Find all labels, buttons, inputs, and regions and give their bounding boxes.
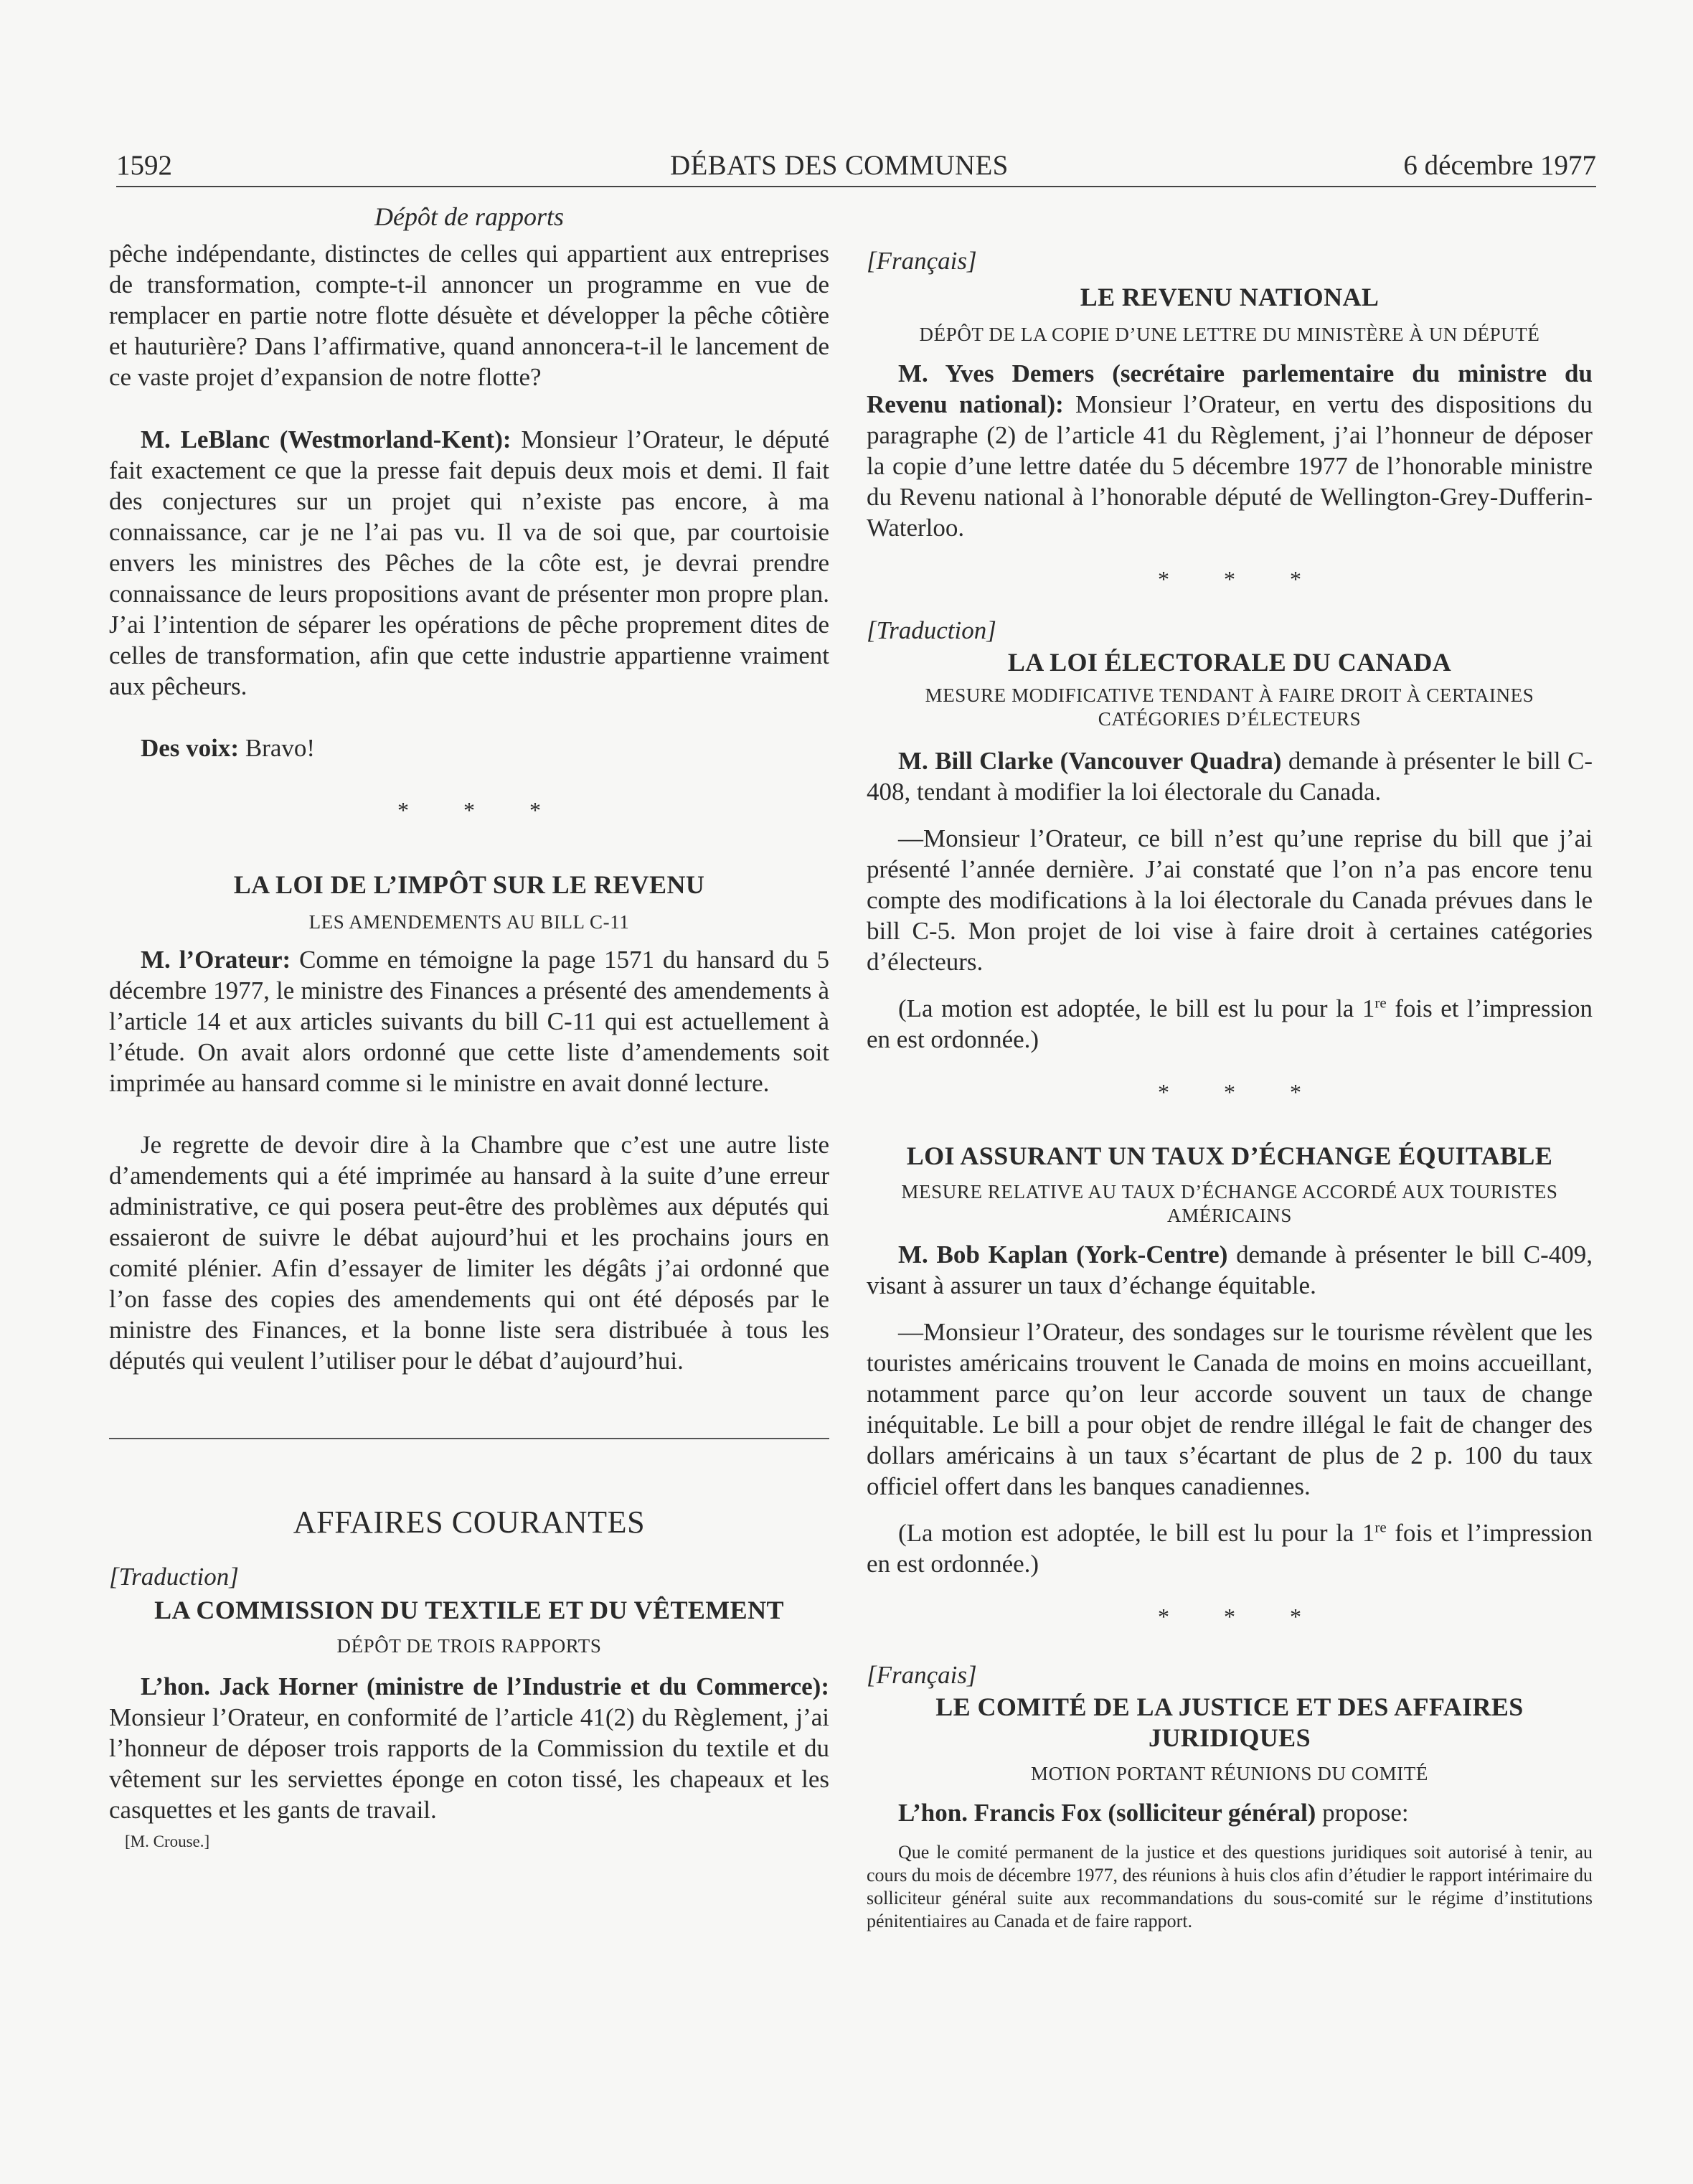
speaker-name: M. Bill Clarke (Vancouver Quadra) bbox=[898, 747, 1282, 775]
question-paragraph: pêche indépendante, distinctes de celles qui appartient aux entreprises de transformation, compte-t-il annoncer un programme en vue de remplacer en partie notre flotte désuète et développer la pêche côtière et hauturière? Dans l’affirmative, quand annoncera-t-il le lancement de ce vaste projet d’expansion de notre flotte? bbox=[109, 240, 829, 391]
speaker-name: Des voix: bbox=[141, 734, 240, 762]
section-subtitle: LES AMENDEMENTS AU BILL C-11 bbox=[308, 911, 630, 933]
speaker-name: M. l’Orateur: bbox=[141, 946, 291, 974]
speaker-note: [M. Crouse.] bbox=[125, 1832, 210, 1850]
motion-text: Que le comité permanent de la justice et des questions juridiques soit autorisé à tenir, au cours du mois de décembre 1977, des réunions à huis clos afin d’étudier le rapport intérimaire du solliciteur général suite aux recommandations du sous-comité sur le régime d’institutions pénitentiaires au Canada et de faire rapport. bbox=[867, 1842, 1593, 1931]
speech-text: propose: bbox=[1316, 1799, 1409, 1827]
language-tag: [Traduction] bbox=[867, 616, 996, 644]
language-tag: [Traduction] bbox=[109, 1563, 239, 1591]
speaker-name: M. LeBlanc (Westmorland-Kent): bbox=[141, 425, 511, 453]
speaker-ruling bbox=[109, 944, 829, 1098]
section-title: LE COMITÉ DE LA JUSTICE ET DES AFFAIRES JURIDIQUES bbox=[935, 1693, 1524, 1752]
speech-text: demande à présenter le bill C-408, tendant à modifier la loi électorale du Canada. bbox=[867, 747, 1593, 806]
section-separator: * * * bbox=[397, 797, 565, 823]
section-subtitle: MOTION PORTANT RÉUNIONS DU COMITÉ bbox=[1030, 1763, 1428, 1784]
speaker-name: M. Bob Kaplan (York-Centre) bbox=[898, 1241, 1228, 1268]
speech-text: Monsieur l’Orateur, en conformité de l’article 41(2) du Règlement, j’ai l’honneur de déposer trois rapports de la Commission du textile et du vêtement sur les serviettes éponge en coton tissé, les chapeaux et les casquettes et les gants de travail. bbox=[109, 1703, 829, 1824]
section-title: LA COMMISSION DU TEXTILE ET DU VÊTEMENT bbox=[154, 1596, 784, 1624]
kaplan-speech: —Monsieur l’Orateur, des sondages sur le tourisme révèlent que les touristes américains trouvent le Canada de moins en moins accueillant, notamment parce qu’on leur accorde souvent un taux de change inéquitable. Le bill a pour objet de rendre illégal le fait de changer des dollars américains à un taux s’écartant de plus de 2 p. 100 du taux officiel offert dans les banques canadiennes. bbox=[867, 1318, 1593, 1500]
section-title: LE REVENU NATIONAL bbox=[1080, 283, 1380, 311]
fox-motion-intro bbox=[867, 1797, 1593, 1828]
section-subtitle: MESURE MODIFICATIVE TENDANT À FAIRE DROIT À CERTAINES CATÉGORIES D’ÉLECTEURS bbox=[925, 684, 1534, 730]
section-title: LA LOI DE L’IMPÔT SUR LE REVENU bbox=[233, 870, 705, 899]
motion-adopted: (La motion est adoptée, le bill est lu pour la 1re fois et l’impression en est ordonnée.) bbox=[867, 1518, 1593, 1578]
voices-paragraph bbox=[109, 733, 829, 763]
section-subtitle: DÉPÔT DE LA COPIE D’UNE LETTRE DU MINISTÈRE À UN DÉPUTÉ bbox=[919, 324, 1540, 345]
page-number: 1592 bbox=[116, 150, 172, 181]
leblanc-reply bbox=[109, 424, 829, 702]
section-separator: * * * bbox=[1158, 1079, 1326, 1105]
running-head: Dépôt de rapports bbox=[374, 202, 564, 231]
speaker-name: L’hon. Francis Fox (solliciteur général) bbox=[898, 1799, 1316, 1827]
demers-tabling bbox=[867, 358, 1593, 543]
speech-text: demande à présenter le bill C-409, visant à assurer un taux d’échange équitable. bbox=[867, 1241, 1593, 1299]
left-column bbox=[109, 202, 829, 1853]
speaker-name: L’hon. Jack Horner (ministre de l’Industrie et du Commerce): bbox=[141, 1672, 829, 1700]
ruling-continuation: Je regrette de devoir dire à la Chambre que c’est une autre liste d’amendements qui a été imprimée au hansard à la suite d’une erreur administrative, ce qui posera peut-être des problèmes aux députés qui essaieront de suivre le débat aujourd’hui et les prochains jours en comité plénier. Afin d’essayer de limiter les dégâts j’ai ordonné que l’on fasse des copies des amendements qui ont été déposés par le ministre des Finances, et la bonne liste sera distribuée à tous les députés qui veulent l’utiliser pour le débat d’aujourd’hui. bbox=[109, 1131, 829, 1375]
speech-text: Monsieur l’Orateur, en vertu des dispositions du paragraphe (2) de l’article 41 du Règlement, j’ai l’honneur de déposer la copie d’une lettre datée du 5 décembre 1977 de l’honorable ministre du Revenu national à l’honorable député de Wellington-Grey-Dufferin-Waterloo. bbox=[867, 390, 1593, 542]
major-heading: AFFAIRES COURANTES bbox=[293, 1505, 646, 1540]
language-tag: [Français] bbox=[867, 247, 977, 275]
language-tag: [Français] bbox=[867, 1661, 977, 1689]
section-subtitle: DÉPÔT DE TROIS RAPPORTS bbox=[336, 1635, 602, 1657]
section-subtitle: MESURE RELATIVE AU TAUX D’ÉCHANGE ACCORDÉ AUX TOURISTES AMÉRICAINS bbox=[901, 1181, 1558, 1226]
section-separator: * * * bbox=[1158, 566, 1326, 592]
speech-text: Bravo! bbox=[239, 734, 316, 762]
clarke-speech: —Monsieur l’Orateur, ce bill n’est qu’une reprise du bill que j’ai présenté l’année dernière. J’ai constaté que l’on n’a pas encore tenu compte des modifications à la loi électorale du Canada prévues dans le bill C-5. Mon projet de loi vise à faire droit à certaines catégories d’électeurs. bbox=[867, 824, 1593, 976]
kaplan-bill bbox=[867, 1239, 1593, 1301]
speech-text: Comme en témoigne la page 1571 du hansard du 5 décembre 1977, le ministre des Finances a présenté des amendements à l’article 14 et aux articles suivants du bill C-11 qui est actuellement à l’étude. On avait alors ordonné que cette liste d’amendements soit imprimée au hansard comme si le ministre en avait donné lecture. bbox=[109, 946, 829, 1097]
section-title: LA LOI ÉLECTORALE DU CANADA bbox=[1007, 648, 1452, 677]
clarke-bill bbox=[867, 745, 1593, 807]
speech-text: Monsieur l’Orateur, le député fait exactement ce que la presse fait depuis deux mois et demi. Il fait des conjectures sur un projet qui n’existe pas encore, à ma connaissance, car je ne l’ai pas vu. Il va de soi que, par courtoisie envers les ministres des Pêches de la côte est, je devrai prendre connaissance de leurs propositions avant de présenter mon propre plan. J’ai l’intention de séparer les opérations de pêche proprement dites de celles de transformation, afin que cette industrie appartienne vraiment aux pêcheurs. bbox=[109, 425, 829, 700]
speaker-name: M. Yves Demers (secrétaire parlementaire du ministre du Revenu national): bbox=[867, 359, 1593, 418]
section-title: LOI ASSURANT UN TAUX D’ÉCHANGE ÉQUITABLE bbox=[906, 1142, 1553, 1170]
motion-adopted: (La motion est adoptée, le bill est lu pour la 1re fois et l’impression en est ordonnée.) bbox=[867, 994, 1593, 1053]
header-rule bbox=[116, 186, 1596, 187]
right-column bbox=[867, 202, 1593, 1933]
horner-tabling bbox=[109, 1671, 829, 1825]
publication-title: DÉBATS DES COMMUNES bbox=[670, 150, 1009, 181]
section-separator: * * * bbox=[1158, 1604, 1326, 1629]
publication-date: 6 décembre 1977 bbox=[1403, 150, 1596, 181]
